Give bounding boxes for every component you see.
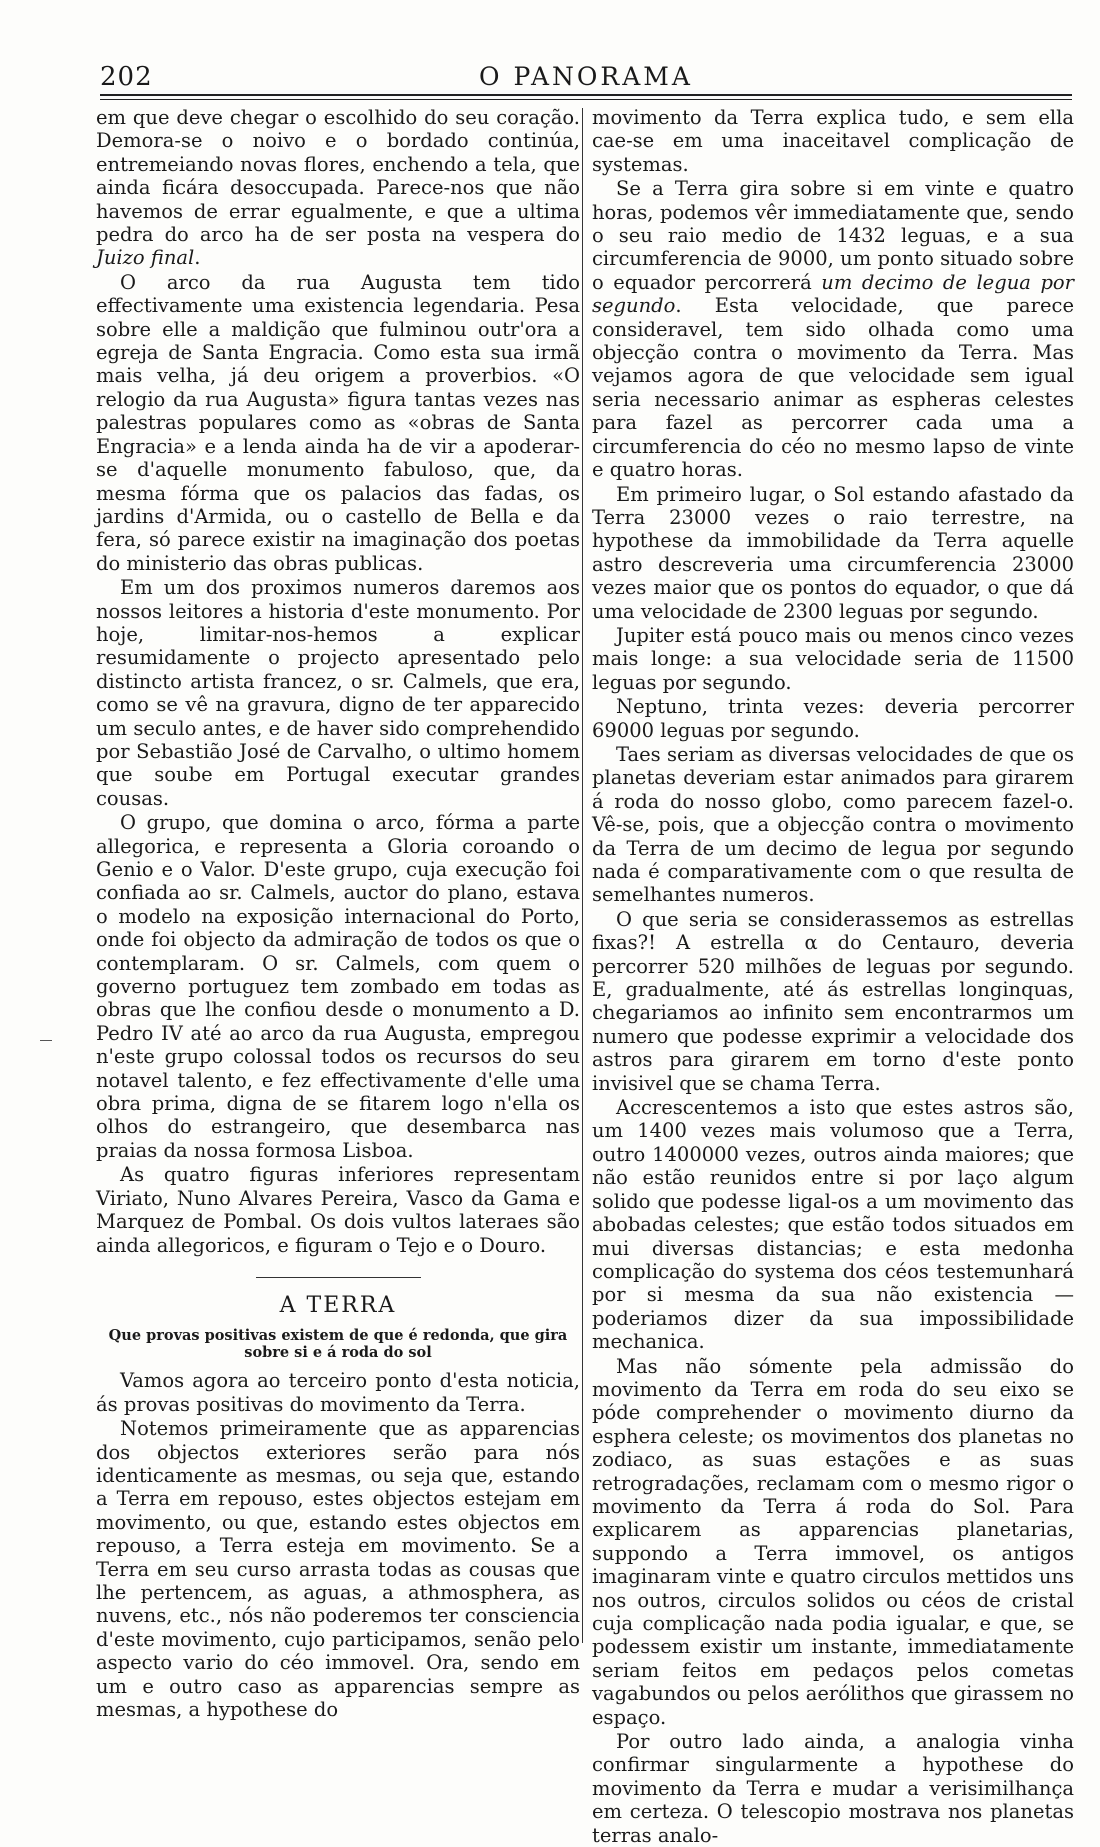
paragraph — [592, 177, 1074, 481]
paragraph: Taes seriam as diversas velocidades de que os planetas deveriam estar animados para girarem á roda do nosso globo, como parecem fazel-o. Vê-se, pois, que a objecção contra o movimento da Terra de um decimo de legua por segundo nada é comparativamente com o que resulta de semelhantes numeros. — [592, 742, 1074, 907]
paragraph: As quatro figuras inferiores representam Viriato, Nuno Alvares Pereira, Vasco da Gama e Marquez de Pombal. Os dois vultos lateraes são ainda allegoricos, e figuram o Tejo e o Douro. — [96, 1163, 580, 1257]
paragraph-text: Se a Terra gira sobre si em vinte e quatro horas, podemos vêr immediatamente que, sendo o seu raio medio de 1432 leguas, e a sua circumferencia de 9000, um ponto situado sobre o equador percorrerá — [592, 177, 1074, 294]
margin-mark — [40, 1040, 52, 1041]
paragraph: movimento da Terra explica tudo, e sem ella cae-se em uma inaceitavel complicação de systemas. — [592, 106, 1074, 176]
header-rule — [100, 94, 1072, 100]
paragraph: O grupo, que domina o arco, fórma a parte allegorica, e representa a Gloria coroando o Genio e o Valor. D'este grupo, cuja execução foi confiada ao sr. Calmels, auctor do plano, estava o modelo na exposição internacional do Porto, onde foi objecto da admiração de todos os que o contemplaram. O sr. Calmels, com quem o governo portuguez tem zombado em todas as obras que lhe confiou desde o monumento a D. Pedro IV até ao arco da rua Augusta, empregou n'este grupo colossal todos os recursos do seu notavel talento, e fez effectivamente d'elle uma obra prima, digna de se fitarem logo n'ella os olhos do estrangeiro, que desembarca nas praias da nossa formosa Lisboa. — [96, 811, 580, 1162]
paragraph: O arco da rua Augusta tem tido effectivamente uma existencia legendaria. Pesa sobre elle a maldição que fulminou outr'ora a egreja de Santa Engracia. Como esta sua irmã mais velha, já deu origem a proverbios. «O relogio da rua Augusta» figura tantas vezes nas palestras populares como as «obras de Santa Engracia» e a lenda ainda ha de vir a apoderar-se d'aquelle monumento fabuloso, que, da mesma fórma que os palacios das fadas, os jardins d'Armida, ou o castello de Bella e da fera, só parece existir na imaginação dos poetas do ministerio das obras publicas. — [96, 270, 580, 575]
paragraph: Por outro lado ainda, a analogia vinha confirmar singularmente a hypothese do movimento da Terra e mudar a verisimilhança em certeza. O telescopio mostrava nos planetas terras analo- — [592, 1730, 1074, 1847]
paragraph: O que seria se considerassemos as estrellas fixas?! A estrella α do Centauro, deveria percorrer 520 milhões de leguas por segundo. E, gradualmente, até ás estrellas longinquas, chegariamos ao infinito sem encontrarmos um numero que podesse exprimir a velocidade dos astros para girarem em torno d'este ponto invisivel que se chama Terra. — [592, 907, 1074, 1095]
right-column — [592, 106, 1074, 1847]
section-title: A TERRA — [279, 1292, 397, 1318]
paragraph: Mas não sómente pela admissão do movimento da Terra em roda do seu eixo se póde comprehender o movimento diurno da esphera celeste; os movimentos dos planetas no zodiaco, as suas estações e as suas retrogradações, reclamam com o mesmo rigor o movimento da Terra á roda do Sol. Para explicarem as apparencias planetarias, suppondo a Terra immovel, os antigos imaginaram vinte e quatro circulos mettidos uns nos outros, circulos solidos ou céos de cristal cuja complicação nada podia igualar, e que, se podessem existir um instante, immediatamente seriam feitos em pedaços pelos cometas vagabundos ou pelos aerólithos que girassem no espaço. — [592, 1354, 1074, 1729]
column-divider — [582, 108, 583, 1643]
paragraph: Em primeiro lugar, o Sol estando afastado da Terra 23000 vezes o raio terrestre, na hypothese da immobilidade da Terra aquelle astro descreveria uma circumferencia 23000 vezes maior que os pontos do equador, o que dá uma velocidade de 2300 leguas por segundo. — [592, 482, 1074, 623]
paragraph: Notemos primeiramente que as apparencias dos objectos exteriores serão para nós identicamente as mesmas, ou seja que, estando a Terra em repouso, estes objectos estejam em movimento, ou que, estando estes objectos em repouso, a Terra esteja em movimento. Se a Terra em seu curso arrasta todas as cousas que lhe pertencem, as aguas, a athmosphera, as nuvens, etc., nós não poderemos ter consciencia d'este movimento, cujo participamos, senão pelo aspecto vario do céo immovel. Ora, sendo em um e outro caso as apparencias sempre as mesmas, a hypothese do — [96, 1417, 580, 1721]
paragraph-text: . Esta velocidade, que parece consideravel, tem sido olhada como uma objecção contra o movimento da Terra. Mas vejamos agora de que velocidade sem igual seria necessario animar as espheras celestes para fazel as percorrer cada uma a circumferencia do céo no mesmo lapso de vinte e quatro horas. — [592, 294, 1074, 482]
journal-title: O PANORAMA — [479, 62, 693, 91]
paragraph: Jupiter está pouco mais ou menos cinco vezes mais longe: a sua velocidade seria de 11500 leguas por segundo. — [592, 623, 1074, 694]
paragraph: Accrescentemos a isto que estes astros são, um 1400 vezes mais volumoso que a Terra, outro 1400000 vezes, outros ainda maiores; que não estão reunidos entre si por laço algum solido que podesse ligal-os a um movimento das abobadas celestes; que estão todos situados em mui diversas distancias; e esta medonha complicação do systema dos céos testemunhará por si mesma da sua não existencia — poderiamos dizer da sua impossibilidade mechanica. — [592, 1096, 1074, 1354]
paragraph-text: . — [194, 246, 201, 270]
section-divider — [256, 1277, 421, 1278]
paragraph: Vamos agora ao terceiro ponto d'esta noticia, ás provas positivas do movimento da Terra. — [96, 1369, 580, 1416]
left-column — [96, 106, 580, 1721]
italic-text: um decimo de legua por segundo — [592, 270, 1074, 318]
page-header — [100, 58, 1072, 98]
italic-text: Juizo final — [96, 246, 195, 270]
section-subtitle: Que provas positivas existem de que é redonda, que gira sobre si e á roda do sol — [108, 1327, 568, 1362]
paragraph: Neptuno, trinta vezes: deveria percorrer 69000 leguas por segundo. — [592, 695, 1074, 742]
page-number: 202 — [100, 62, 153, 92]
paragraph-text: em que deve chegar o escolhido do seu coração. Demora-se o noivo e o bordado continúa, entremeiando novas flores, enchendo a tela, que ainda ficára desoccupada. Parece-nos que não havemos de errar egualmente, e que a ultima pedra do arco ha de ser posta na vespera do — [96, 106, 580, 247]
paragraph: Em um dos proximos numeros daremos aos nossos leitores a historia d'este monumento. Por hoje, limitar-nos-hemos a explicar resumidamente o projecto apresentado pelo distincto artista francez, o sr. Calmels, que era, como se vê na gravura, digno de ter apparecido um seculo antes, e de haver sido comprehendido por Sebastião José de Carvalho, o ultimo homem que soube em Portugal executar grandes cousas. — [96, 576, 580, 810]
paragraph — [96, 106, 580, 270]
